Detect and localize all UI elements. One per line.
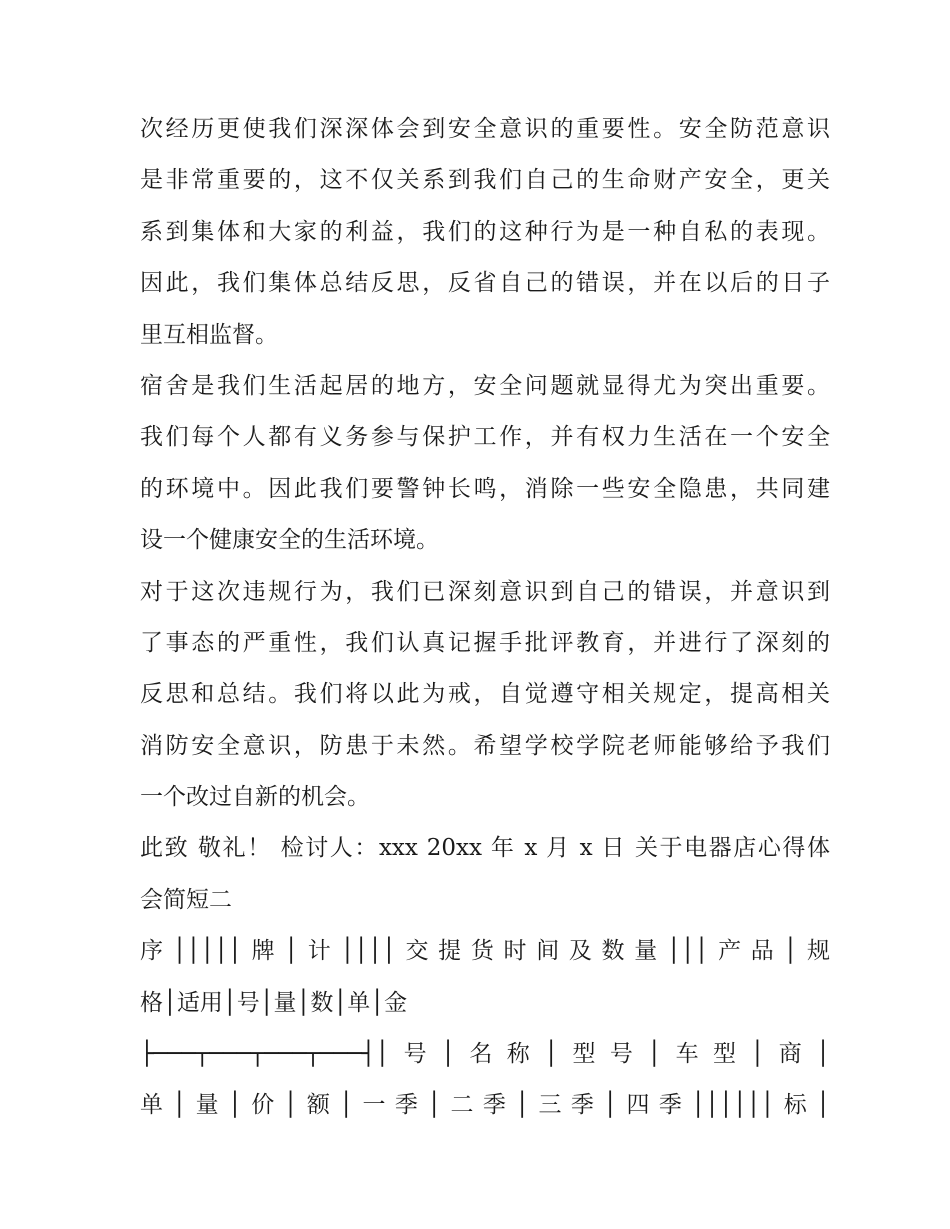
text-line: 设一个健康安全的生活环境。 [140, 527, 439, 554]
text-line: 里互相监督。 [140, 321, 278, 348]
table-text-line: 格│适用│号│量│数│单│金 [140, 989, 408, 1016]
text-line: 消防安全意识，防患于未然。希望学校学院老师能够给予我们 [140, 732, 830, 759]
text-line: 我们每个人都有义务参与保护工作，并有权力生活在一个安全 [140, 424, 830, 451]
text-line: 次经历更使我们深深体会到安全意识的重要性。安全防范意识 [140, 116, 830, 142]
text-line: 一个改过自新的机会。 [140, 784, 370, 811]
text-line: 反思和总结。我们将以此为戒，自觉遵守相关规定，提高相关 [140, 681, 830, 708]
text-line: 因此，我们集体总结反思，反省自己的错误，并在以后的日子 [140, 270, 830, 297]
table-text-line: 单│量│价│额│一季│二季│三季│四季││││││标│ [140, 1092, 830, 1119]
table-text-line: 序│││││牌│计││││交提货时间及数量│││产品│规 [140, 938, 830, 965]
text-line: 的环境中。因此我们要警钟长鸣，消除一些安全隐患，共同建 [140, 475, 830, 502]
text-line: 是非常重要的，这不仅关系到我们自己的生命财产安全，更关 [140, 167, 830, 194]
text-line: 此致 敬礼！ 检讨人：xxx 20xx 年 x 月 x 日 关于电器店心得体 [140, 835, 830, 862]
document-page [140, 104, 830, 1132]
text-line: 会简短二 [140, 886, 232, 913]
table-text-line: ├───┬───┬───┬───┤│号│名称│型号│车型│商│ [140, 1041, 830, 1068]
text-line: 对于这次违规行为，我们已深刻意识到自己的错误，并意识到 [140, 578, 830, 605]
text-line: 宿舍是我们生活起居的地方，安全问题就显得尤为突出重要。 [140, 372, 830, 399]
text-line: 了事态的严重性，我们认真记握手批评教育，并进行了深刻的 [140, 629, 830, 656]
text-line: 系到集体和大家的利益，我们的这种行为是一种自私的表现。 [140, 218, 830, 245]
